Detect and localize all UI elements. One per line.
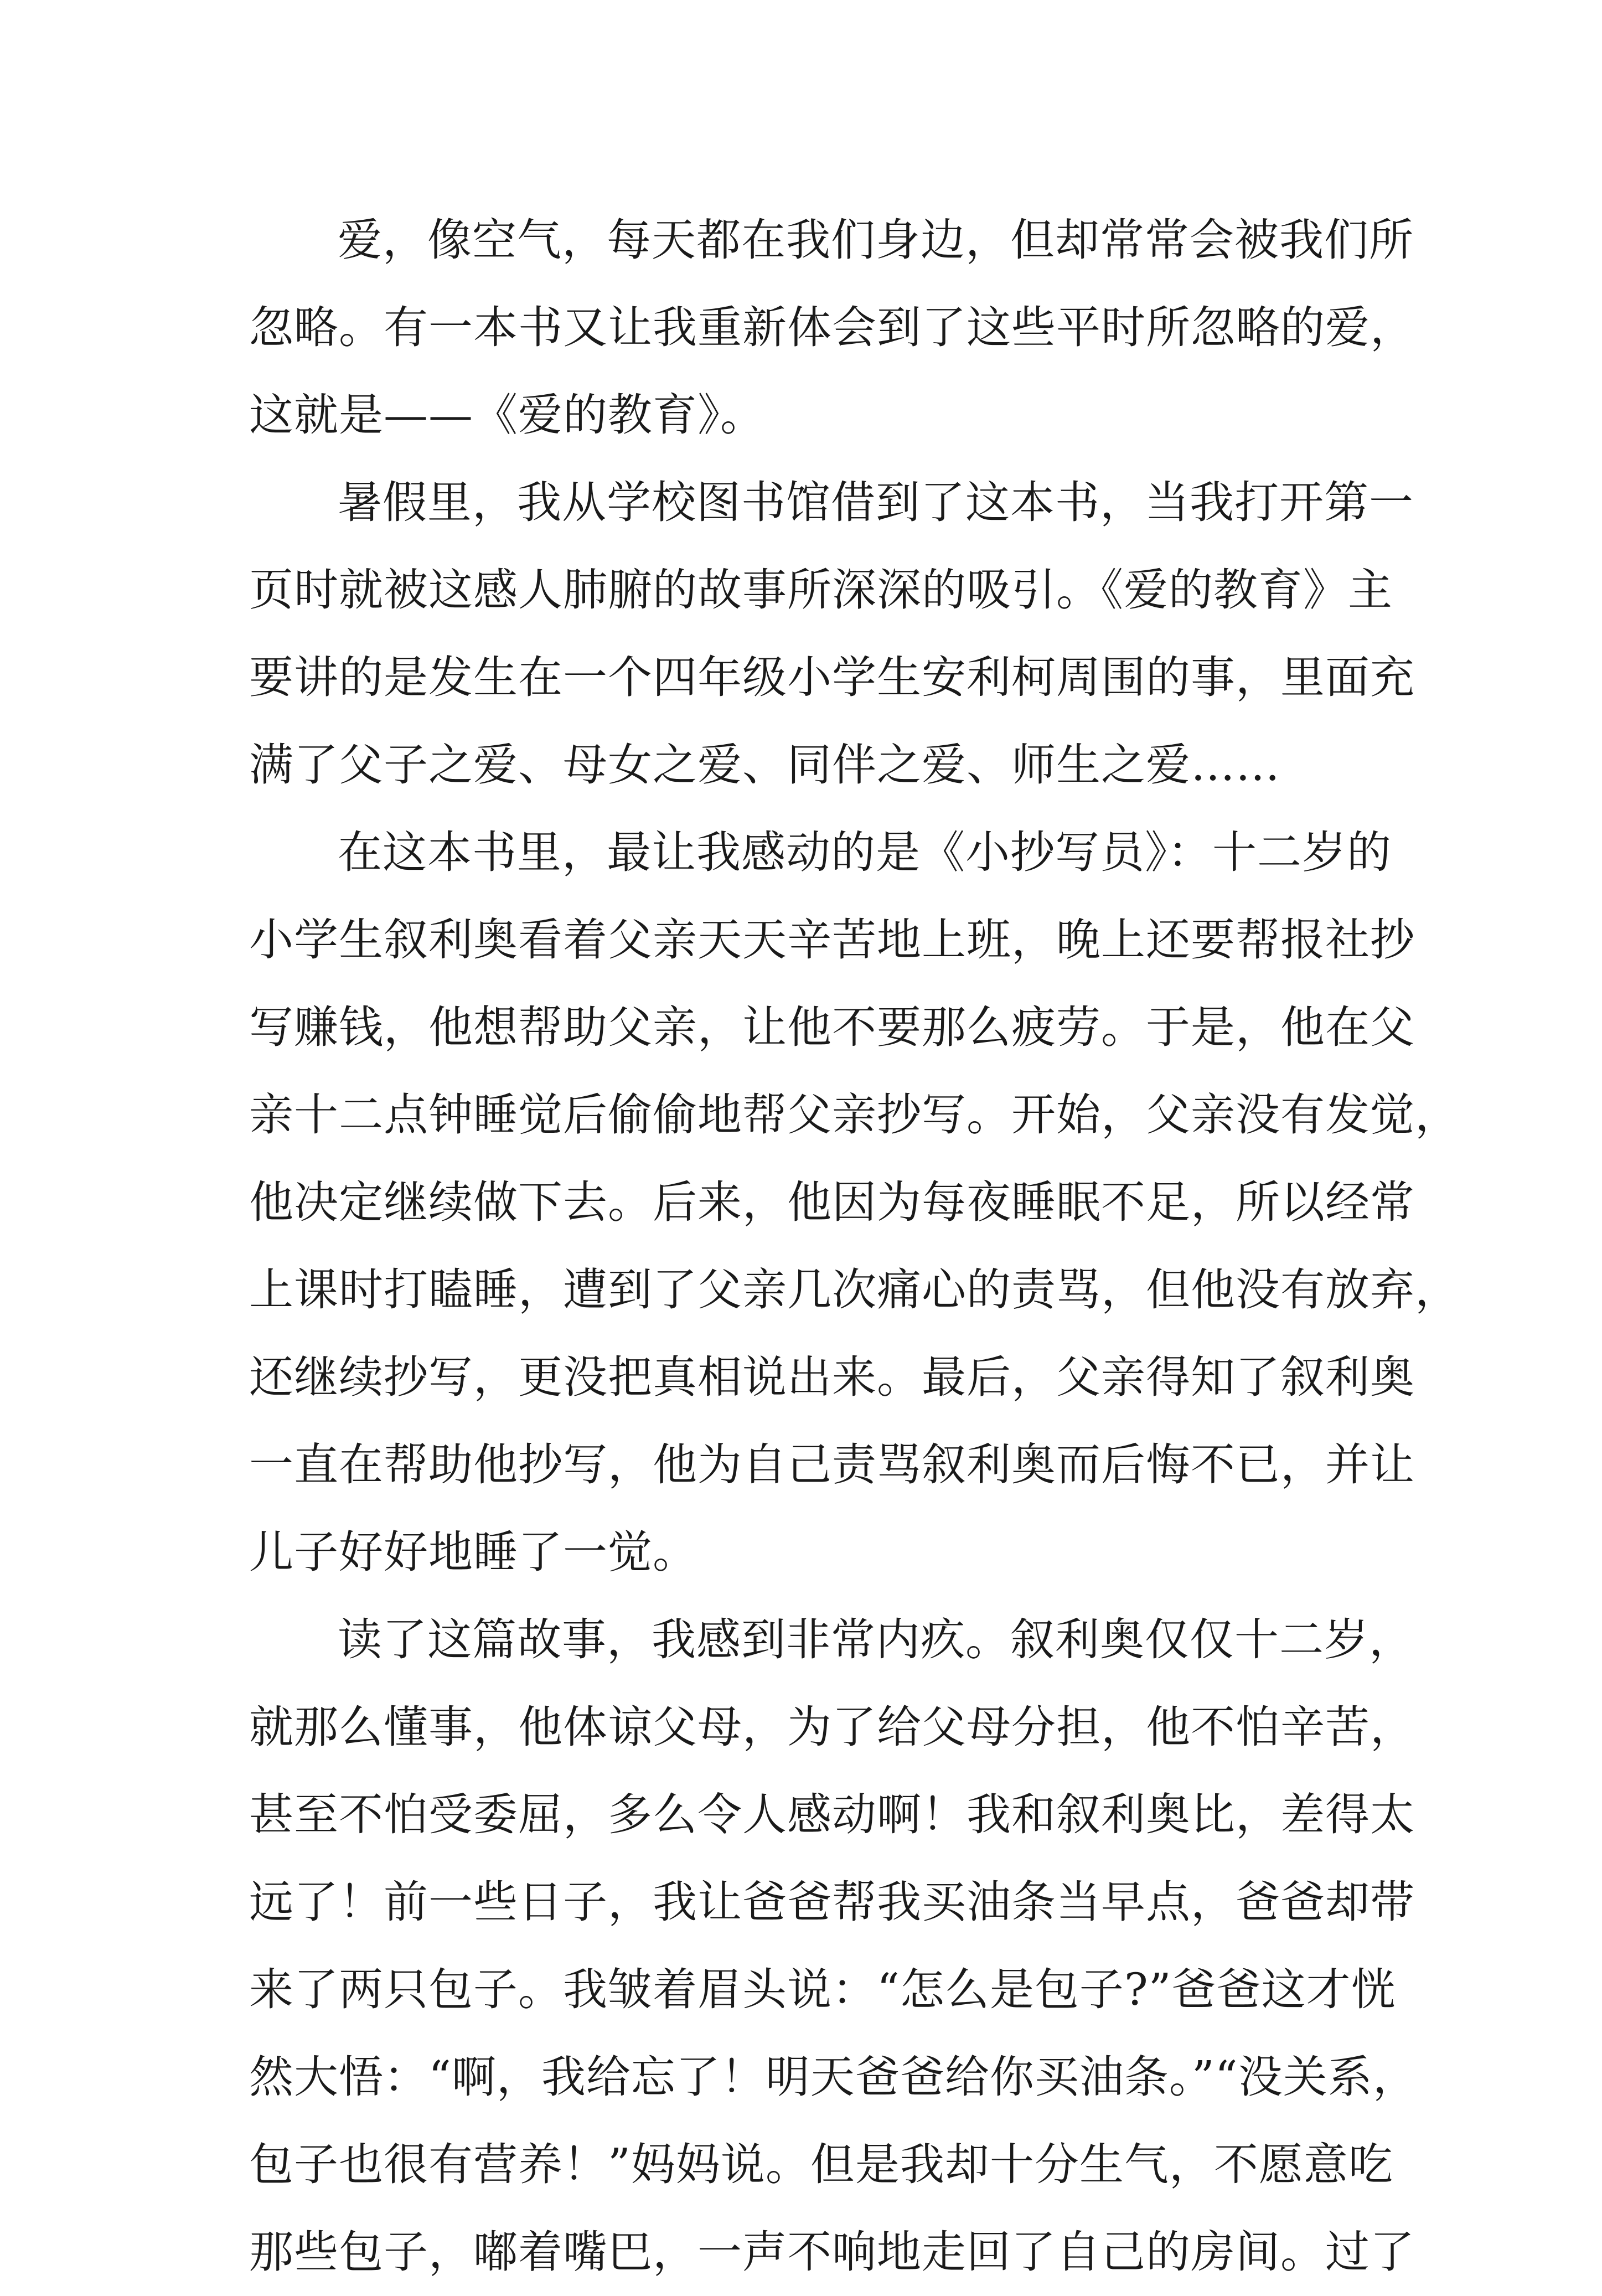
text-line: 一直在帮助他抄写，他为自己责骂叙利奥而后悔不已，并让 bbox=[249, 1439, 1415, 1490]
text-line: 要讲的是发生在一个四年级小学生安利柯周围的事，里面充 bbox=[249, 652, 1415, 703]
text-line: 包子也很有营养！”妈妈说。但是我却十分生气，不愿意吃 bbox=[249, 2139, 1393, 2190]
text-line: 忽略。有一本书又让我重新体会到了这些平时所忽略的爱， bbox=[249, 302, 1415, 353]
text-line: 儿子好好地睡了一觉。 bbox=[249, 1526, 697, 1578]
text-line: 上课时打瞌睡，遭到了父亲几次痛心的责骂，但他没有放弃， bbox=[249, 1264, 1460, 1315]
paragraph bbox=[249, 459, 1415, 809]
text-line: 小学生叙利奥看着父亲天天辛苦地上班，晚上还要帮报社抄 bbox=[249, 914, 1415, 966]
text-line: 页时就被这感人肺腑的故事所深深的吸引。《爱的教育》主 bbox=[249, 564, 1393, 616]
text-line: 就那么懂事，他体谅父母，为了给父母分担，他不怕辛苦， bbox=[249, 1701, 1415, 1753]
text-line: 爱，像空气，每天都在我们身边，但却常常会被我们所 bbox=[338, 214, 1414, 266]
text-line: 亲十二点钟睡觉后偷偷地帮父亲抄写。开始，父亲没有发觉， bbox=[249, 1089, 1460, 1141]
text-line: 然大悟：“啊，我给忘了！明天爸爸给你买油条。”“没关系， bbox=[249, 2051, 1418, 2103]
text-line: 读了这篇故事，我感到非常内疚。叙利奥仅仅十二岁， bbox=[338, 1614, 1414, 1665]
paragraph bbox=[249, 809, 1460, 1596]
text-line: 这就是——《爱的教育》。 bbox=[249, 389, 765, 441]
paragraph bbox=[249, 197, 1415, 459]
text-line: 暑假里，我从学校图书馆借到了这本书，当我打开第一 bbox=[338, 477, 1414, 528]
text-line: 甚至不怕受委屈，多么令人感动啊！我和叙利奥比，差得太 bbox=[249, 1789, 1415, 1840]
text-line: 在这本书里，最让我感动的是《小抄写员》：十二岁的 bbox=[338, 827, 1392, 878]
text-line: 那些包子，嘟着嘴巴，一声不响地走回了自己的房间。过了 bbox=[249, 2226, 1415, 2278]
text-line: 远了！前一些日子，我让爸爸帮我买油条当早点，爸爸却带 bbox=[249, 1876, 1415, 1928]
document-body bbox=[249, 197, 1460, 2296]
text-line: 他决定继续做下去。后来，他因为每夜睡眠不足，所以经常 bbox=[249, 1177, 1415, 1228]
text-line: 还继续抄写，更没把真相说出来。最后，父亲得知了叙利奥 bbox=[249, 1351, 1415, 1403]
text-line: 满了父子之爱、母女之爱、同伴之爱、师生之爱…… bbox=[249, 739, 1280, 791]
text-line: 写赚钱，他想帮助父亲，让他不要那么疲劳。于是，他在父 bbox=[249, 1002, 1415, 1053]
paragraph bbox=[249, 1596, 1418, 2296]
text-line: 来了两只包子。我皱着眉头说：“怎么是包子?”爸爸这才恍 bbox=[249, 1964, 1396, 2015]
